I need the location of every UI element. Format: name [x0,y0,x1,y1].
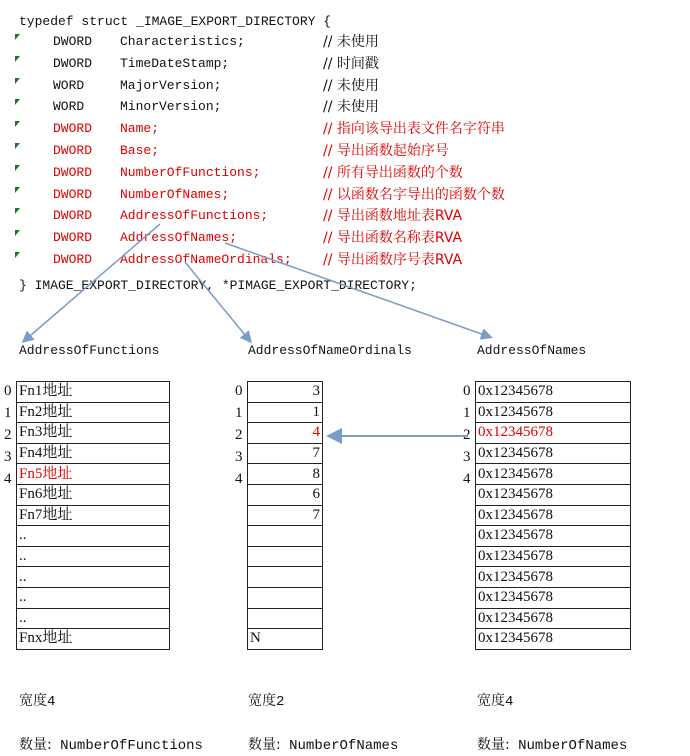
table-cell: 7 [248,505,323,526]
row-index: 2 [235,426,243,443]
field-comment: // 未使用 [323,99,379,116]
table-cell: 0x12345678 [476,546,631,567]
table-cell: 0x12345678 [476,608,631,629]
field-comment: // 导出函数地址表RVA [323,208,463,225]
count-prefix: 数量: [248,737,281,753]
width-label: 宽度2 [248,694,285,710]
table-cell: 0x12345678 [476,567,631,588]
table-cell: 0x12345678 [476,423,631,444]
row-index: 4 [4,470,12,487]
table-cell: Fn1地址 [17,382,170,403]
field-type: DWORD [53,252,93,267]
row-index: 1 [4,404,12,421]
table-title: AddressOfFunctions [19,343,160,358]
table-cell: 6 [248,484,323,505]
struct-header: typedef struct _IMAGE_EXPORT_DIRECTORY { [19,14,332,29]
row-index: 0 [463,383,471,399]
table-cell: 8 [248,464,323,485]
field-type: DWORD [53,143,93,158]
table-cell: Fn3地址 [17,423,170,444]
field-type: DWORD [53,121,93,137]
count-value: NumberOfNames [289,738,399,754]
field-type: WORD [53,99,85,115]
field-type: DWORD [53,55,93,71]
field-name: Characteristics; [120,34,245,49]
table-title: AddressOfNames [477,343,587,358]
table-cell: Fn7地址 [17,505,170,526]
table-cell: 1 [248,402,323,423]
field-comment: // 以函数名字导出的函数个数 [323,186,505,203]
field-name: Base; [120,143,160,158]
table-cell: 0x12345678 [476,484,631,505]
row-index: 4 [235,470,243,487]
struct-footer: } IMAGE_EXPORT_DIRECTORY, *PIMAGE_EXPORT_DIRECTORY; [19,278,417,293]
row-index: 1 [235,404,243,421]
field-comment: // 未使用 [323,34,379,50]
field-type: DWORD [53,208,93,224]
table-cell: Fn5地址 [17,464,170,485]
field-type: WORD [53,77,85,93]
arrow-to-names [225,243,490,337]
table-cell: .. [17,546,170,567]
table-cell: 4 [248,423,323,444]
field-comment: // 指向该导出表文件名字符串 [323,121,505,138]
row-index: 3 [235,448,243,465]
field-comment: // 导出函数起始序号 [323,143,449,159]
table-cell: .. [17,526,170,547]
field-comment: // 所有导出函数的个数 [323,164,463,181]
table-cell: Fn6地址 [17,484,170,505]
table-cell: 0x12345678 [476,443,631,464]
count-value: NumberOfNames [518,738,628,754]
table-cell: 3 [248,382,323,403]
field-name: NumberOfNames; [120,186,230,202]
arrow-to-ordinals [185,262,250,341]
field-comment: // 时间戳 [323,55,379,72]
row-index: 3 [463,448,471,465]
table-cell: N [248,629,323,650]
count-prefix: 数量: [19,737,52,753]
field-name: MinorVersion; [120,99,222,115]
row-index: 0 [235,383,243,399]
field-type: DWORD [53,230,93,246]
table-cell: Fnx地址 [17,629,170,650]
table-cell: 0x12345678 [476,526,631,547]
row-index: 0 [4,383,12,399]
field-name: AddressOfNames; [120,230,238,246]
width-label: 宽度4 [477,694,514,710]
field-comment: // 导出函数名称表RVA [323,230,463,247]
row-index: 2 [4,426,12,443]
arrow-to-functions [24,224,160,341]
field-comment: // 未使用 [323,77,379,94]
table-cell: Fn2地址 [17,402,170,423]
row-index: 2 [463,426,471,443]
field-name: Name; [120,121,160,137]
field-type: DWORD [53,186,93,202]
table-cell: .. [17,567,170,588]
table-cell: 0x12345678 [476,587,631,608]
row-index: 3 [4,448,12,465]
table-cell: 7 [248,443,323,464]
field-comment: // 导出函数序号表RVA [323,252,463,268]
table-cell: .. [17,587,170,608]
count-prefix: 数量: [477,737,510,753]
table-cell: 0x12345678 [476,464,631,485]
table-cell: 0x12345678 [476,505,631,526]
field-name: NumberOfFunctions; [120,164,261,180]
table-cell: 0x12345678 [476,382,631,403]
row-index: 4 [463,470,471,487]
row-index: 1 [463,404,471,421]
field-name: AddressOfNameOrdinals; [120,252,292,267]
count-value: NumberOfFunctions [60,738,203,754]
field-name: TimeDateStamp; [120,55,230,71]
table-cell: .. [17,608,170,629]
table-title: AddressOfNameOrdinals [248,343,412,358]
table-cell: 0x12345678 [476,402,631,423]
field-type: DWORD [53,164,93,180]
field-name: AddressOfFunctions; [120,208,269,224]
table-cell: Fn4地址 [17,443,170,464]
field-type: DWORD [53,34,93,49]
table-cell: 0x12345678 [476,629,631,650]
width-label: 宽度4 [19,694,56,710]
field-name: MajorVersion; [120,77,222,93]
